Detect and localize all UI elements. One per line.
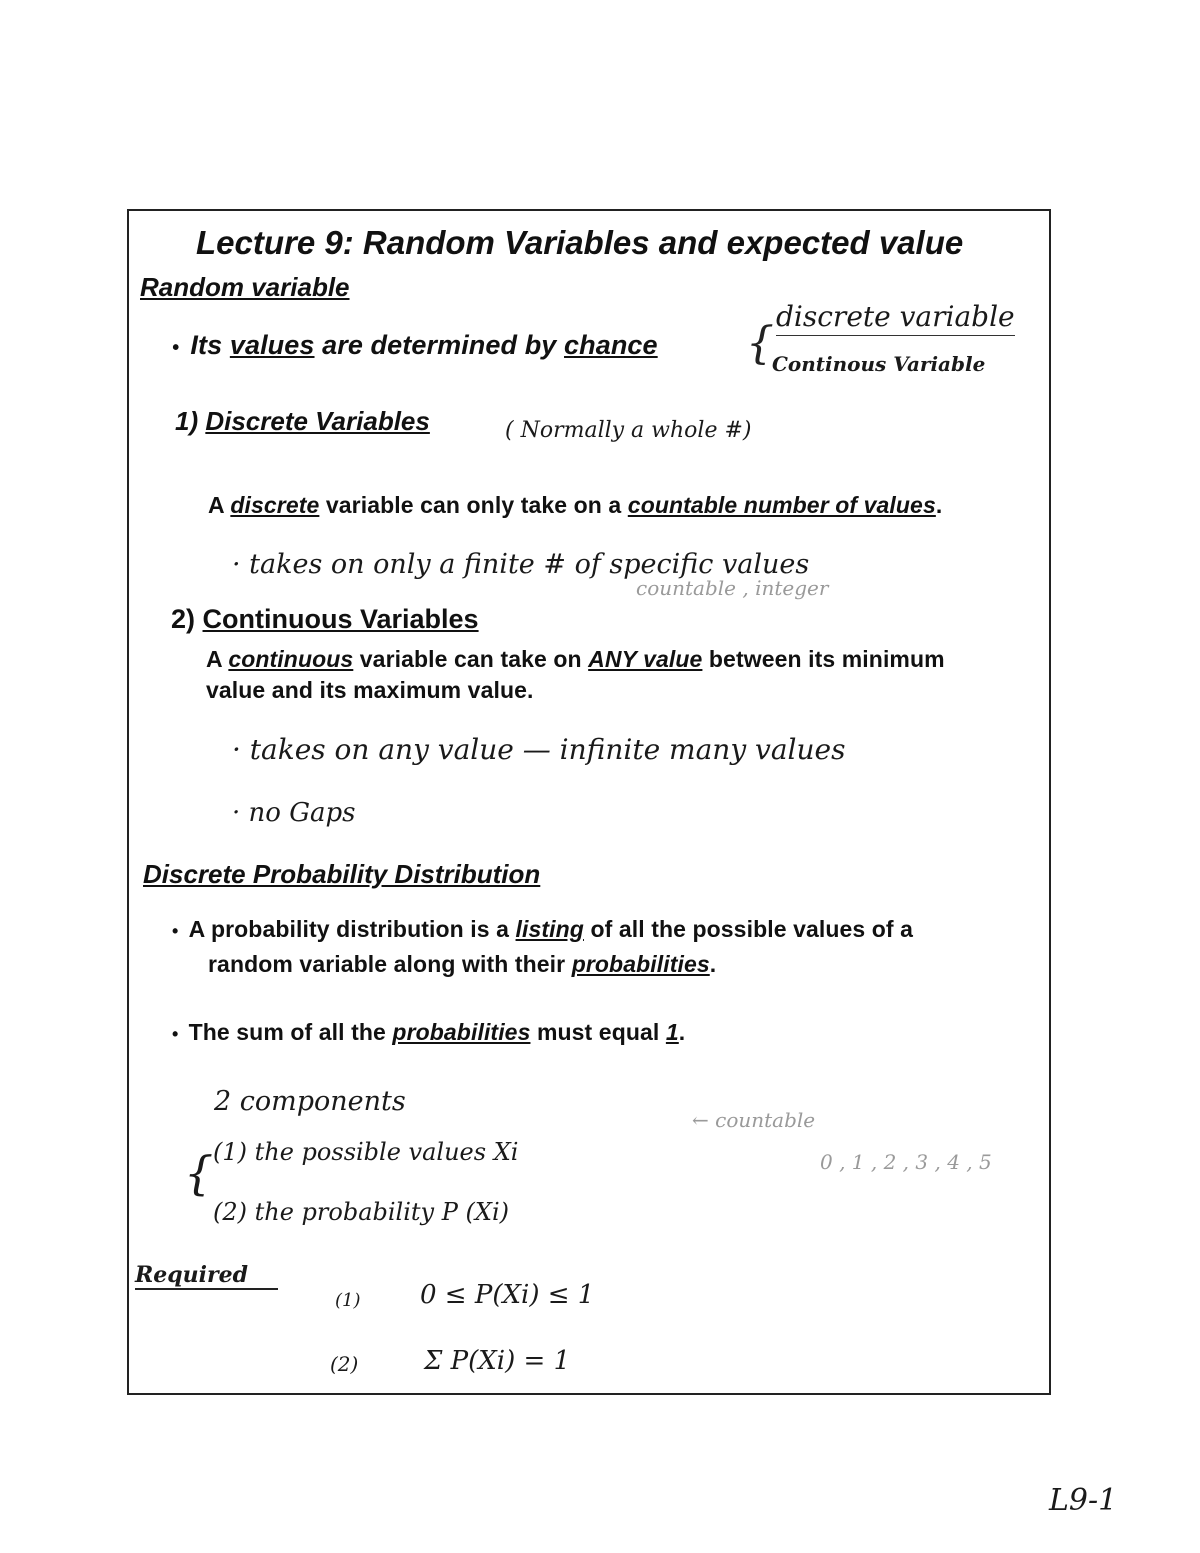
page-title: Lecture 9: Random Variables and expected value [196, 224, 964, 261]
heading-text: Continuous Variables [202, 604, 479, 634]
text: A [206, 646, 229, 672]
value-sequence: 0 , 1 , 2 , 3 , 4 , 5 [820, 1150, 992, 1174]
page-label: L9-1 [1049, 1483, 1118, 1518]
bullet-text: are determined by [314, 330, 565, 360]
text: variable can take on [353, 646, 589, 672]
text: A [208, 492, 231, 518]
distribution-bullet-2 [172, 1019, 685, 1046]
heading-text: Discrete Variables [205, 406, 430, 436]
bullet-text: Its [190, 330, 230, 360]
requirement-2-number: (2) [330, 1352, 359, 1376]
components-heading: 2 components [214, 1086, 406, 1117]
discrete-definition [208, 492, 942, 519]
bullet-dot: • [172, 921, 189, 941]
bullet-dot: • [172, 1024, 189, 1044]
component-1: (1) the possible values Xi [213, 1138, 519, 1166]
brace-icon: { [184, 1146, 214, 1200]
text: A probability distribution is a [188, 916, 516, 942]
text: . [678, 1019, 686, 1045]
bullet-dot: • [172, 337, 191, 359]
discrete-note: ( Normally a whole #) [505, 418, 752, 443]
requirement-2: Σ P(Xi) = 1 [424, 1346, 571, 1376]
distribution-bullet-1 [172, 916, 913, 943]
section-heading-random-variable: Random variable [140, 272, 350, 302]
heading-number: 2) [171, 604, 203, 634]
text: must equal [530, 1019, 666, 1045]
keyword-probabilities: probabilities [392, 1019, 531, 1045]
keyword-chance: chance [564, 330, 658, 360]
component-2: (2) the probability P (Xi) [213, 1198, 510, 1226]
text: variable can only take on a [319, 492, 628, 518]
keyword-values: values [229, 330, 315, 360]
component-1-note: ← countable [692, 1108, 816, 1132]
note-discrete-variable: discrete variable [776, 300, 1015, 336]
brace-icon: { [746, 318, 774, 369]
text: between its minimum [702, 646, 945, 672]
text: . [935, 492, 943, 518]
keyword-listing: listing [515, 916, 584, 942]
discrete-handwritten-note: · takes on only a finite # of specific values [232, 549, 810, 580]
section-heading-distribution: Discrete Probability Distribution [143, 859, 541, 889]
discrete-heading [175, 406, 430, 437]
keyword-any-value: ANY value [588, 646, 703, 672]
heading-number: 1) [175, 406, 206, 436]
faint-note: countable , integer [636, 576, 829, 600]
continuous-definition [206, 646, 945, 673]
required-label: Required [135, 1262, 278, 1290]
continuous-handwritten-1: · takes on any value — infinite many values [232, 733, 846, 766]
continuous-definition-line2: value and its maximum value. [206, 677, 534, 703]
text: of all the possible values of a [583, 916, 914, 942]
keyword-probabilities: probabilities [571, 951, 710, 977]
random-variable-bullet [172, 330, 658, 361]
keyword-discrete: discrete [230, 492, 320, 518]
note-continuous-variable: Continous Variable [772, 352, 986, 376]
continuous-heading [171, 604, 479, 635]
requirement-1: 0 ≤ P(Xi) ≤ 1 [420, 1280, 595, 1310]
keyword-continuous: continuous [228, 646, 354, 672]
continuous-handwritten-2: · no Gaps [232, 798, 356, 828]
distribution-bullet-1-line2 [208, 951, 716, 978]
text: random variable along with their [208, 951, 572, 977]
requirement-1-number: (1) [335, 1290, 361, 1311]
keyword-countable: countable number of values [627, 492, 936, 518]
keyword-one: 1 [665, 1019, 679, 1045]
text: . [709, 951, 717, 977]
text: The sum of all the [188, 1019, 393, 1045]
